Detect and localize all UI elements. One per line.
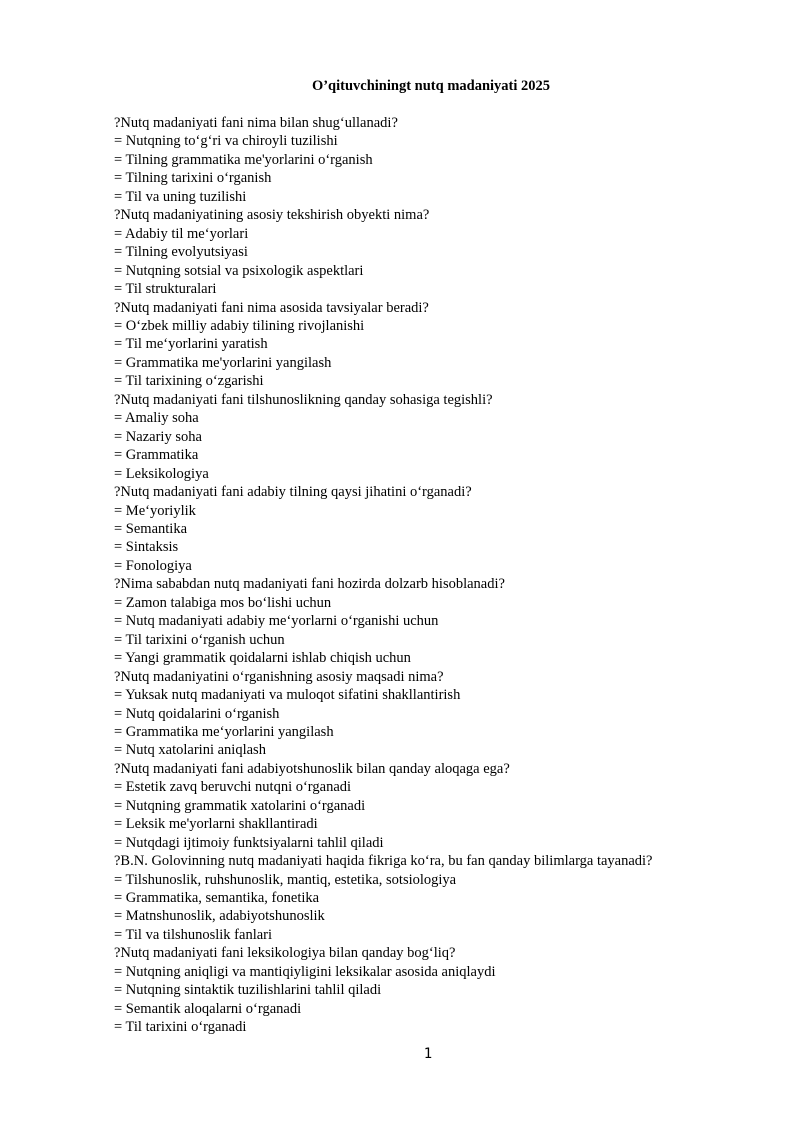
answer-option: = Estetik zavq beruvchi nutqni o‘rganadi <box>114 779 352 796</box>
question-block <box>114 575 774 667</box>
question-text: ?Nutq madaniyati fani nima bilan shug‘ullanadi? <box>114 115 398 131</box>
answer-option: = Yangi grammatik qoidalarni ishlab chiqish uchun <box>114 650 411 667</box>
answer-option: = Sintaksis <box>114 539 179 556</box>
answer-option: = Til va uning tuzilishi <box>114 188 247 205</box>
answer-option: = Nutq xatolarini aniqlash <box>114 742 266 759</box>
question-block <box>114 760 774 852</box>
question-block <box>114 206 774 298</box>
answer-option: = Leksikologiya <box>114 465 209 482</box>
question-text: ?B.N. Golovinning nutq madaniyati haqida fikriga ko‘ra, bu fan qanday bilimlarga tayanadi? <box>114 853 653 870</box>
answer-option: = Nutqning sotsial va psixologik aspektlari <box>114 262 364 279</box>
question-text: ?Nutq madaniyati fani tilshunoslikning qanday sohasiga tegishli? <box>114 391 493 408</box>
answer-option: = Til tarixini o‘rganish uchun <box>114 631 285 648</box>
answer-option: = Amaliy soha <box>114 410 199 427</box>
answer-option: = Me‘yoriylik <box>114 502 196 519</box>
answer-option: = Til tarixini o‘rganadi <box>114 1019 247 1036</box>
answer-option: = Matnshunoslik, adabiyotshunoslik <box>114 908 325 925</box>
answer-option: = Nutq madaniyati adabiy me‘yorlarni o‘rganishi uchun <box>114 613 439 630</box>
question-text: ?Nutq madaniyatining asosiy tekshirish obyekti nima? <box>114 207 430 224</box>
question-block <box>114 852 774 944</box>
answer-option: = Semantik aloqalarni o‘rganadi <box>114 1000 302 1017</box>
answer-option: = Tilning grammatika me'yorlarini o‘rganish <box>114 151 373 168</box>
answer-option: = Grammatika me‘yorlarini yangilash <box>114 723 334 740</box>
answer-option: = Adabiy til me‘yorlari <box>114 225 249 242</box>
answer-option: = Yuksak nutq madaniyati va muloqot sifatini shakllantirish <box>114 687 461 704</box>
question-list <box>114 114 774 1037</box>
answer-option: = Nazariy soha <box>114 428 202 445</box>
answer-option: = Leksik me'yorlarni shakllantiradi <box>114 816 318 833</box>
answer-option: = Semantika <box>114 520 188 537</box>
question-text: ?Nutq madaniyatini o‘rganishning asosiy maqsadi nima? <box>114 668 444 685</box>
answer-option: = Til tarixining o‘zgarishi <box>114 373 264 390</box>
question-block <box>114 668 774 760</box>
answer-option: = Zamon talabiga mos bo‘lishi uchun <box>114 594 332 611</box>
answer-option: = Til strukturalari <box>114 281 217 298</box>
question-block <box>114 114 774 206</box>
question-text: ?Nutq madaniyati fani adabiyotshunoslik bilan qanday aloqaga ega? <box>114 760 510 777</box>
question-text: ?Nima sababdan nutq madaniyati fani hozirda dolzarb hisoblanadi? <box>114 576 505 593</box>
question-block <box>114 391 774 483</box>
answer-option: = Nutqning grammatik xatolarini o‘rganadi <box>114 797 366 814</box>
answer-option: = Grammatika me'yorlarini yangilash <box>114 354 332 371</box>
question-text: ?Nutq madaniyati fani nima asosida tavsiyalar beradi? <box>114 299 429 316</box>
answer-option: = Fonologiya <box>114 557 192 574</box>
question-text: ?Nutq madaniyati fani adabiy tilning qaysi jihatini o‘rganadi? <box>114 484 472 501</box>
page-number: 1 <box>423 1046 433 1062</box>
answer-option: = O‘zbek milliy adabiy tilining rivojlanishi <box>114 317 365 334</box>
answer-option: = Tilning tarixini o‘rganish <box>114 170 272 187</box>
answer-option: = Tilning evolyutsiyasi <box>114 244 248 261</box>
question-block <box>114 483 774 575</box>
answer-option: = Nutqning sintaktik tuzilishlarini tahlil qiladi <box>114 982 382 999</box>
answer-option: = Nutqdagi ijtimoiy funktsiyalarni tahlil qiladi <box>114 834 384 851</box>
answer-option: = Grammatika, semantika, fonetika <box>114 890 320 907</box>
answer-option: = Til me‘yorlarini yaratish <box>114 336 268 353</box>
question-block <box>114 944 774 1036</box>
question-text: ?Nutq madaniyati fani leksikologiya bilan qanday bog‘liq? <box>114 945 456 962</box>
question-block <box>114 299 774 391</box>
answer-option: = Nutqning aniqligi va mantiqiyligini leksikalar asosida aniqlaydi <box>114 963 496 980</box>
answer-option: = Tilshunoslik, ruhshunoslik, mantiq, estetika, sotsiologiya <box>114 871 457 888</box>
document-title: O’qituvchiningt nutq madaniyati 2025 <box>311 78 551 94</box>
answer-option: = Nutq qoidalarini o‘rganish <box>114 705 280 722</box>
answer-option: = Til va tilshunoslik fanlari <box>114 926 273 943</box>
answer-option: = Grammatika <box>114 447 199 464</box>
answer-option: = Nutqning to‘g‘ri va chiroyli tuzilishi <box>114 133 338 150</box>
